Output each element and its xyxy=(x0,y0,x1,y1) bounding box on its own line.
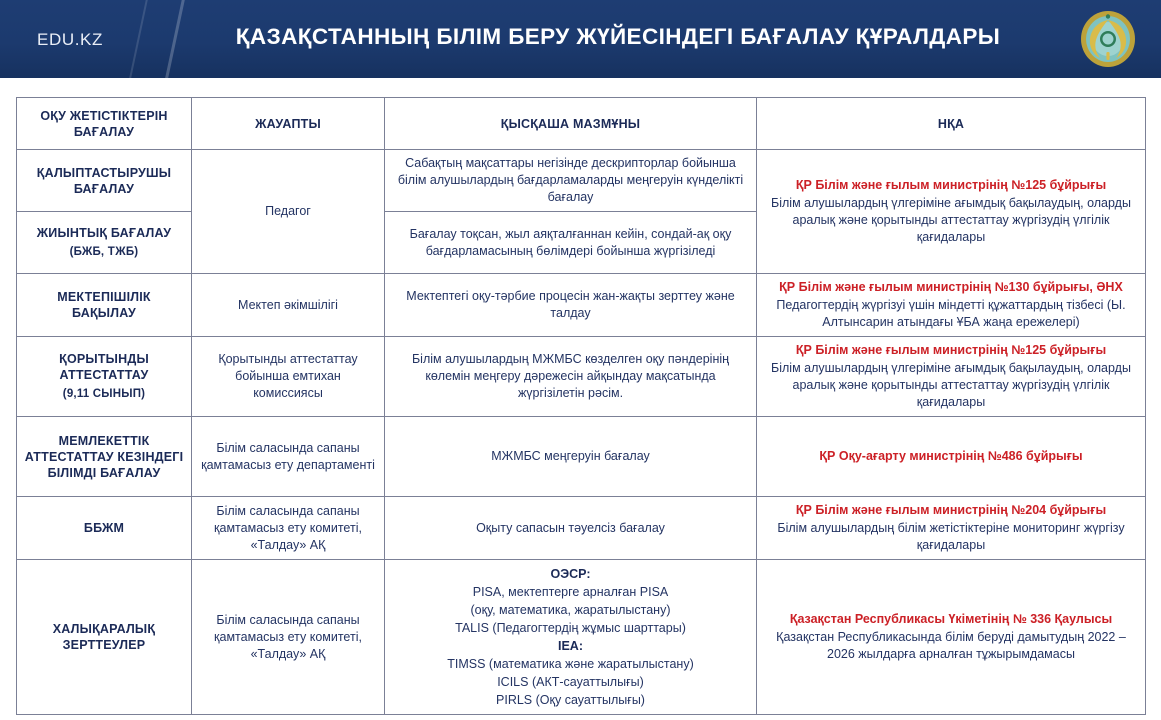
row-nka-130 xyxy=(757,274,1146,337)
assessment-tools-table xyxy=(16,97,1146,715)
international-study-group-label: ОЭСР: xyxy=(550,567,591,581)
row-category-summative-sublabel: (БЖБ, ТЖБ) xyxy=(69,246,139,258)
nka-title: ҚР Білім және ғылым министрінің №125 бұйрығы xyxy=(795,343,1107,357)
row-category-school-control: МЕКТЕПІШІЛІК БАҚЫЛАУ xyxy=(17,274,192,337)
header-diagonal-divider xyxy=(123,0,152,78)
table-row xyxy=(17,560,1146,715)
international-study-item: PIRLS (Оқу сауаттылығы) xyxy=(496,693,645,707)
column-header-nka: НҚА xyxy=(757,98,1146,150)
row-summary-bbzhm: Оқыту сапасын тәуелсіз бағалау xyxy=(385,497,757,560)
nka-body: Білім алушылардың білім жетістіктеріне мониторинг жүргізу қағидалары xyxy=(777,521,1125,552)
assessment-tools-table-container xyxy=(0,83,1161,715)
table-row xyxy=(17,337,1146,417)
row-category-international-studies: ХАЛЫҚАРАЛЫҚ ЗЕРТТЕУЛЕР xyxy=(17,560,192,715)
row-summary-state-attestation: МЖМБС меңгеруін бағалау xyxy=(385,417,757,497)
nka-body: Білім алушылардың үлгеріміне ағымдық бақылаудың, оларды аралық және қорытынды аттестаттау жүргізудің үлгілік қағидалары xyxy=(771,196,1131,244)
header-diagonal-divider-secondary xyxy=(159,0,189,78)
nka-title: ҚР Білім және ғылым министрінің №130 бұйрығы, ӘНХ xyxy=(779,280,1123,294)
row-responsible-school-admin: Мектеп әкімшілігі xyxy=(192,274,385,337)
row-responsible-quality-committee-talday: Білім саласында сапаны қамтамасыз ету комитеті, «Талдау» АҚ xyxy=(192,560,385,715)
row-nka-336 xyxy=(757,560,1146,715)
nka-title: ҚР Білім және ғылым министрінің №204 бұйрығы xyxy=(795,503,1107,517)
row-summary-summative: Бағалау тоқсан, жыл аяқталғаннан кейін, сондай-ақ оқу бағдарламасының бөлімдері бойынша жүргізіледі xyxy=(385,212,757,274)
row-summary-final-attestation: Білім алушылардың МЖМБС көзделген оқу пәндерінің көлемін меңгеру дәрежесін айқындау мақсатында жүргізілетін рәсім. xyxy=(385,337,757,417)
nka-title: ҚР Білім және ғылым министрінің №125 бұйрығы xyxy=(795,178,1107,192)
row-category-summative-label: ЖИЫНТЫҚ БАҒАЛАУ xyxy=(36,226,172,240)
row-responsible-teacher: Педагог xyxy=(192,150,385,274)
nka-body: Қазақстан Республикасында білім беруді дамытудың 2022 – 2026 жылдарға арналған тұжырымдамасы xyxy=(776,630,1126,661)
international-studies-list xyxy=(392,565,749,709)
international-study-item: PISA, мектептерге арналған PISA xyxy=(472,585,669,599)
page-title: ҚАЗАҚСТАННЫҢ БІЛІМ БЕРУ ЖҮЙЕСІНДЕГІ БАҒАЛАУ ҚҰРАЛДАРЫ xyxy=(235,24,1001,49)
column-header-summary: ҚЫСҚАША МАЗМҰНЫ xyxy=(385,98,757,150)
row-responsible-quality-committee: Білім саласында сапаны қамтамасыз ету комитеті, «Талдау» АҚ xyxy=(192,497,385,560)
table-row xyxy=(17,274,1146,337)
row-category-bbzhm: ББЖМ xyxy=(17,497,192,560)
nka-title: ҚР Оқу-ағарту министрінің №486 бұйрығы xyxy=(819,448,1083,463)
nka-body: Педагогтердің жүргізуі үшін міндетті құжаттардың тізбесі (Ы. Алтынсарин атындағы ҰБА жаңа ережелері) xyxy=(776,298,1126,329)
international-study-item: TIMSS (математика және жаратылыстану) xyxy=(447,657,694,671)
international-study-item: (оқу, математика, жаратылыстану) xyxy=(470,603,671,617)
page-header xyxy=(0,0,1161,78)
row-category-formative: ҚАЛЫПТАСТЫРУШЫ БАҒАЛАУ xyxy=(17,150,192,212)
row-category-state-attestation: МЕМЛЕКЕТТІК АТТЕСТАТТАУ КЕЗІНДЕГІ БІЛІМДІ БАҒАЛАУ xyxy=(17,417,192,497)
international-study-item: ICILS (АКТ-сауаттылығы) xyxy=(497,675,644,689)
table-header-row xyxy=(17,98,1146,150)
row-nka-125 xyxy=(757,150,1146,274)
row-category-final-attestation-sublabel: (9,11 СЫНЫП) xyxy=(62,388,146,400)
kazakhstan-state-emblem-icon xyxy=(1077,8,1139,70)
row-category-summative xyxy=(17,212,192,274)
row-category-final-attestation-label: ҚОРЫТЫНДЫ АТТЕСТАТТАУ xyxy=(59,352,149,382)
table-row xyxy=(17,150,1146,212)
row-summary-formative: Сабақтың мақсаттары негізінде дескрипторлар бойынша білім алушылардың бағдарламаларды меңгеруін күнделікті бағалау xyxy=(385,150,757,212)
row-summary-school-control: Мектептегі оқу-тәрбие процесін жан-жақты зерттеу және талдау xyxy=(385,274,757,337)
table-row xyxy=(17,497,1146,560)
international-study-group-label: IEA: xyxy=(558,639,583,653)
column-header-category: ОҚУ ЖЕТІСТІКТЕРІН БАҒАЛАУ xyxy=(17,98,192,150)
row-nka-204 xyxy=(757,497,1146,560)
row-nka-486 xyxy=(757,417,1146,497)
nka-title: Қазақстан Республикасы Үкіметінің № 336 Қаулысы xyxy=(789,612,1113,626)
international-study-item: TALIS (Педагогтердің жұмыс шарттары) xyxy=(455,621,686,635)
column-header-responsible: ЖАУАПТЫ xyxy=(192,98,385,150)
row-nka-125-b xyxy=(757,337,1146,417)
row-responsible-exam-commission: Қорытынды аттестаттау бойынша емтихан комиссиясы xyxy=(192,337,385,417)
row-responsible-quality-department: Білім саласында сапаны қамтамасыз ету департаменті xyxy=(192,417,385,497)
row-category-final-attestation xyxy=(17,337,192,417)
brand-logo[interactable]: EDU.KZ xyxy=(37,30,103,49)
table-row xyxy=(17,417,1146,497)
row-summary-international-studies xyxy=(385,560,757,715)
nka-body: Білім алушылардың үлгеріміне ағымдық бақылаудың, оларды аралық және қорытынды аттестаттау жүргізудің үлгілік қағидалары xyxy=(771,361,1131,409)
